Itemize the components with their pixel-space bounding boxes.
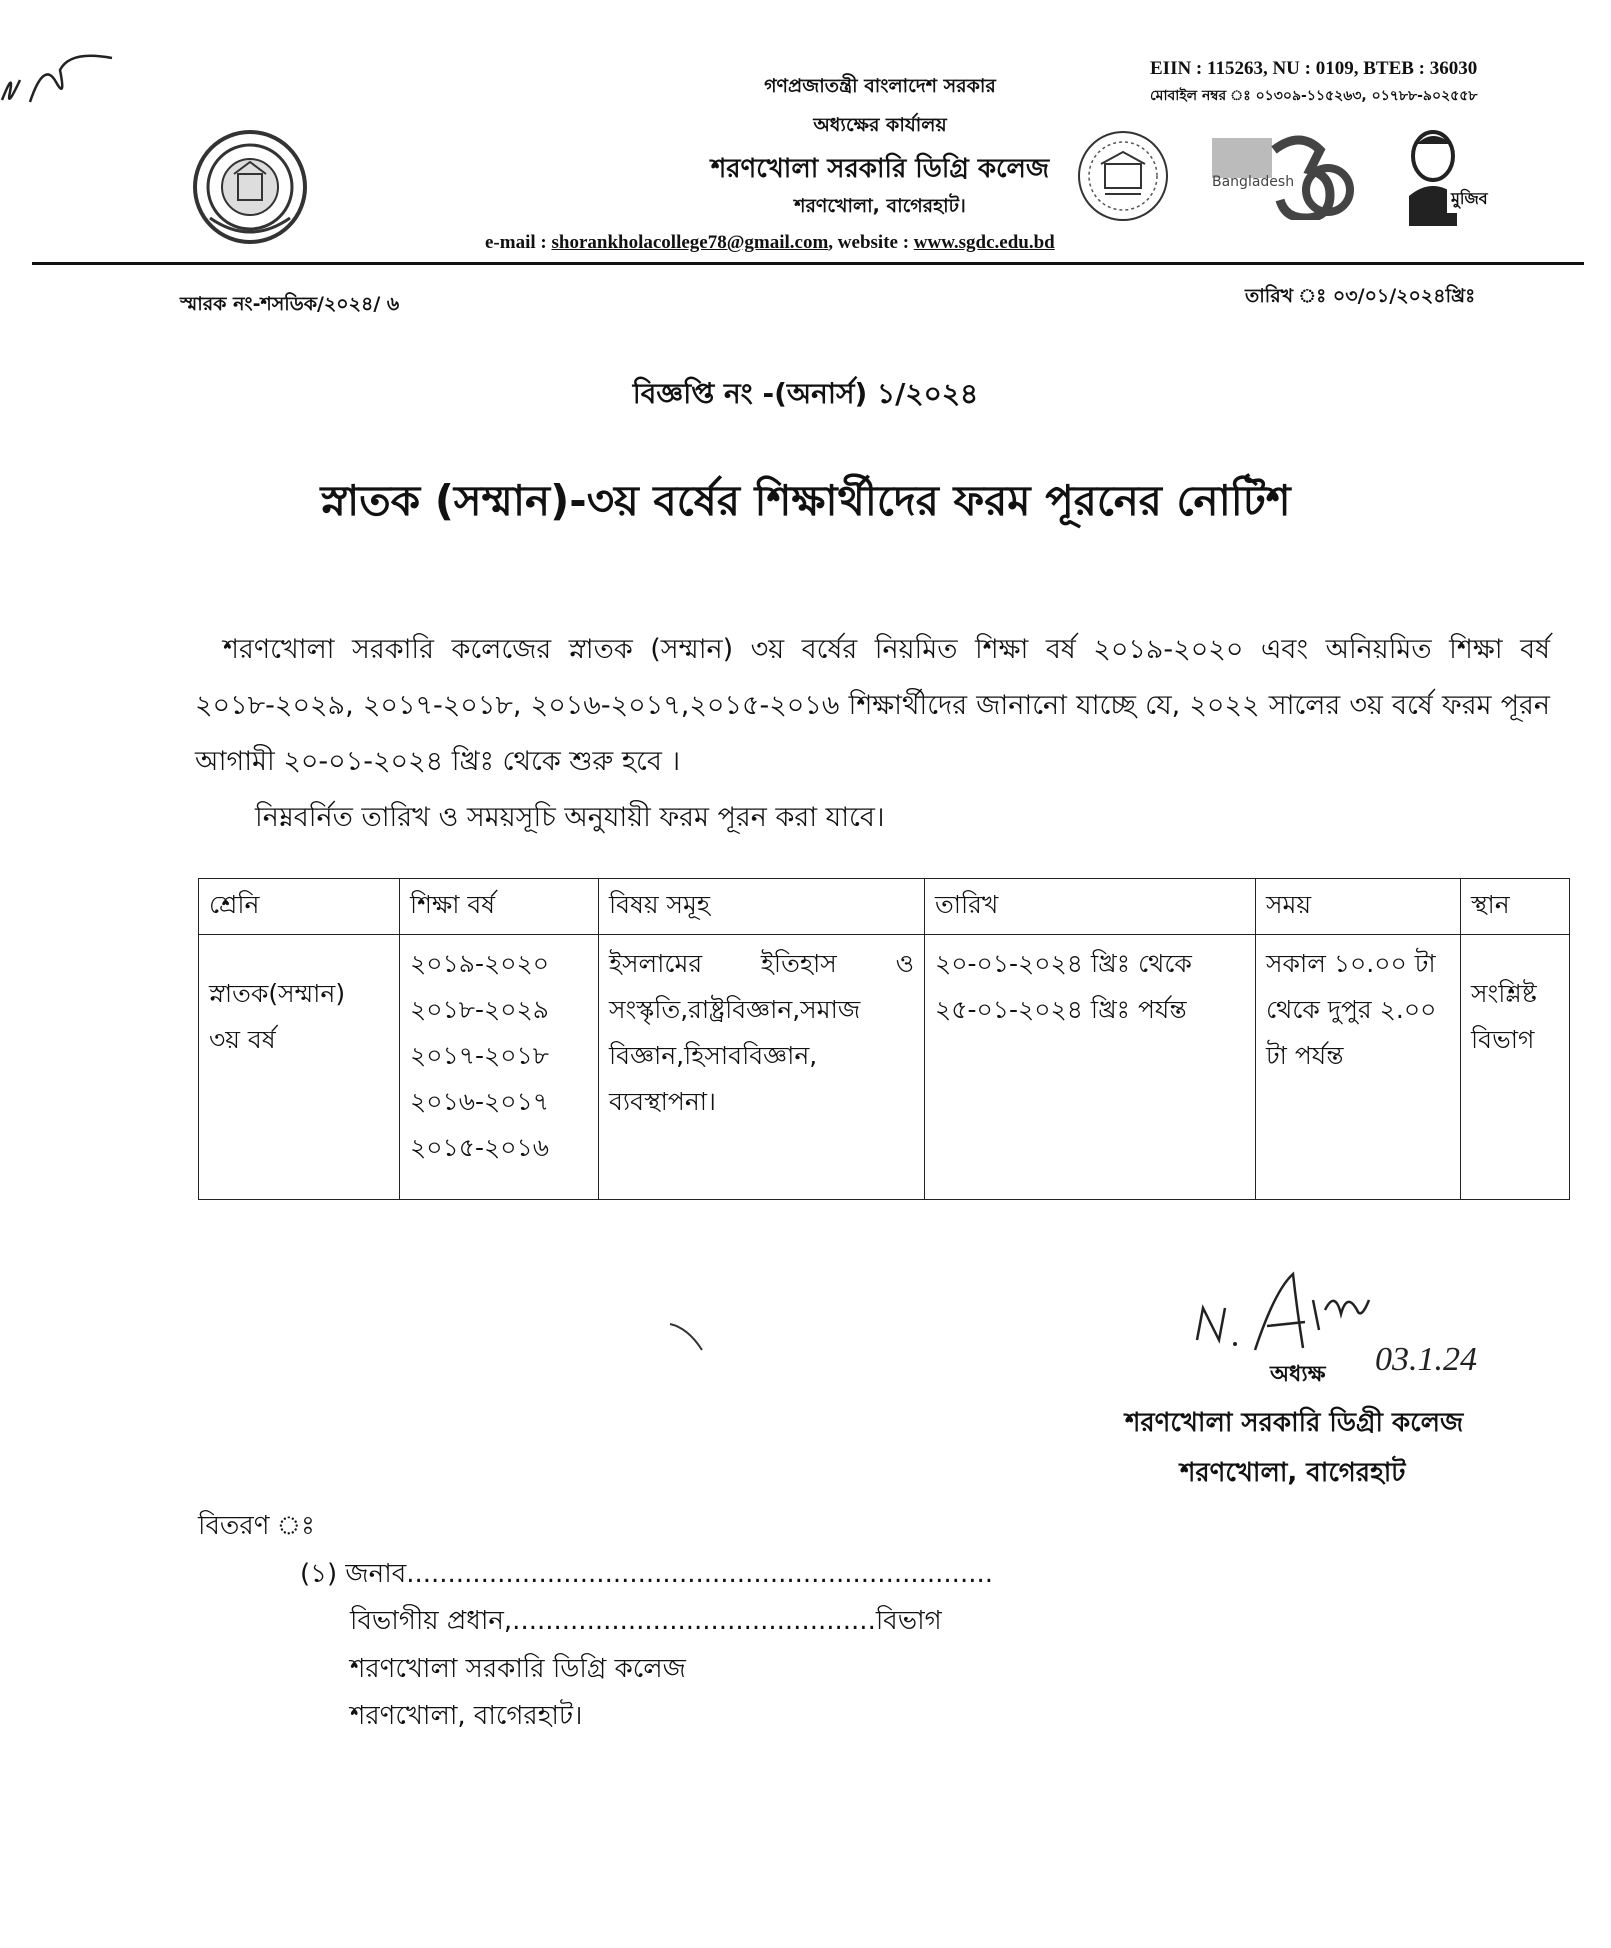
signatory-title: অধ্যক্ষ: [1270, 1362, 1326, 1387]
class-name: স্নাতক(সম্মান): [209, 979, 346, 1008]
college-location: শরণখোলা, বাগেরহাট।: [794, 195, 966, 217]
header-subjects: বিষয় সমূহ: [599, 879, 925, 935]
distribution-line: শরণখোলা, বাগেরহাট।: [350, 1701, 583, 1731]
header-time: সময়: [1256, 879, 1461, 935]
distribution-line: বিভাগীয় প্রধান,............................................বিভাগ: [350, 1606, 942, 1636]
header-divider: [32, 262, 1584, 265]
email-link[interactable]: shorankholacollege78@gmail.com: [551, 232, 829, 253]
corner-handwritten-mark: [0, 30, 120, 120]
header-class: শ্রেনি: [199, 879, 400, 935]
svg-text:03.1.24: 03.1.24: [1375, 1341, 1477, 1378]
table-row: [199, 935, 1570, 1200]
memo-number: স্মারক নং-শসডিক/২০২৪/ ৬: [180, 293, 400, 315]
schedule-table: [198, 878, 1570, 1200]
cell-class: [199, 935, 400, 1200]
institution-ids: EIIN : 115263, NU : 0109, BTEB : 36030: [1150, 58, 1478, 79]
mujib-centenary-logo: [1395, 126, 1515, 226]
notice-body: [195, 622, 1550, 846]
session-year: ২০১৯-২০২০: [410, 949, 549, 978]
cell-time: সকাল ১০.০০ টা থেকে দুপুর ২.০০ টা পর্যন্ত: [1256, 935, 1461, 1200]
signatory-college: শরণখোলা সরকারি ডিগ্রী কলেজ: [1125, 1408, 1464, 1438]
date-to: ২৫-০১-২০২৪ খ্রিঃ পর্যন্ত: [935, 995, 1187, 1024]
badge-text: Bangladesh: [1212, 174, 1295, 190]
principal-signature: [1185, 1270, 1575, 1380]
header-date: তারিখ: [925, 879, 1256, 935]
signatory-place: শরণখোলা, বাগেরহাট: [1180, 1458, 1406, 1488]
notice-number: বিজ্ঞপ্তি নং -(অনার্স) ১/২০২৪: [632, 377, 979, 410]
bangladesh-anniversary-logo: [1210, 130, 1360, 220]
body-paragraph: নিম্নবর্নিত তারিখ ও সময়সূচি অনুযায়ী ফরম পূরন করা যাবে।: [255, 802, 885, 833]
distribution-line: শরণখোলা সরকারি ডিগ্রি কলেজ: [350, 1654, 686, 1684]
session-year: ২০১৫-২০১৬: [410, 1133, 549, 1162]
website-label: , website :: [828, 232, 914, 253]
cell-subjects: ইসলামের ইতিহাস ও সংস্কৃতি,রাষ্ট্রবিজ্ঞান,সমাজ বিজ্ঞান,হিসাববিজ্ঞান, ব্যবস্থাপনা।: [599, 935, 925, 1200]
session-year: ২০১৭-২০১৮: [410, 1041, 549, 1070]
government-line: গণপ্রজাতন্ত্রী বাংলাদেশ সরকার: [764, 75, 996, 97]
session-year: ২০১৮-২০২৯: [410, 995, 549, 1024]
contact-line: [485, 232, 1055, 254]
college-name: শরণখোলা সরকারি ডিগ্রি কলেজ: [710, 154, 1050, 184]
date-from: ২০-০১-২০২৪ খ্রিঃ থেকে: [935, 949, 1192, 978]
cell-sessions: [400, 935, 599, 1200]
mobile-numbers: মোবাইল নম্বর ঃ ০১৩০৯-১১৫২৬৩, ০১৭৮৮-৯০২৫৫৮: [1150, 88, 1478, 104]
pen-mark: [668, 1320, 708, 1360]
office-line: অধ্যক্ষের কার্যালয়: [813, 114, 947, 136]
session-year: ২০১৬-২০১৭: [410, 1087, 549, 1116]
email-label: e-mail :: [485, 232, 552, 253]
college-seal-logo: [190, 128, 310, 246]
class-year: ৩য় বর্ষ: [209, 1025, 276, 1054]
mujib-text: মুজিব: [1447, 186, 1492, 213]
notice-title: স্নাতক (সম্মান)-৩য় বর্ষের শিক্ষার্থীদের ফরম পূরনের নোটিশ: [320, 476, 1291, 525]
cell-date: [925, 935, 1256, 1200]
table-header-row: [199, 879, 1570, 935]
distribution-line: (১) জনাব.......................................................................: [300, 1559, 994, 1589]
distribution-label: বিতরণ ঃ: [198, 1511, 315, 1541]
header-place: স্থান: [1461, 879, 1570, 935]
cell-place: সংশ্লিষ্ট বিভাগ: [1461, 935, 1570, 1200]
website-link[interactable]: www.sgdc.edu.bd: [913, 232, 1055, 253]
body-paragraph: শরণখোলা সরকারি কলেজের স্নাতক (সম্মান) ৩য় বর্ষের নিয়মিত শিক্ষা বর্ষ ২০১৯-২০২০ এবং অনিয়মিত শিক্ষা বর্ষ ২০১৮-২০২৯, ২০১৭-২০১৮, ২০১৬-২০১৭,২০১৫-২০১৬ শিক্ষার্থীদের জানানো যাচ্ছে যে, ২০২২ সালের ৩য় বর্ষে ফরম পূরন আগামী ২০-০১-২০২৪ খ্রিঃ থেকে শুরু হবে ।: [195, 634, 1550, 777]
header-session: শিক্ষা বর্ষ: [400, 879, 599, 935]
notice-date: তারিখ ঃ ০৩/০১/২০২৪খ্রিঃ: [1245, 285, 1476, 307]
